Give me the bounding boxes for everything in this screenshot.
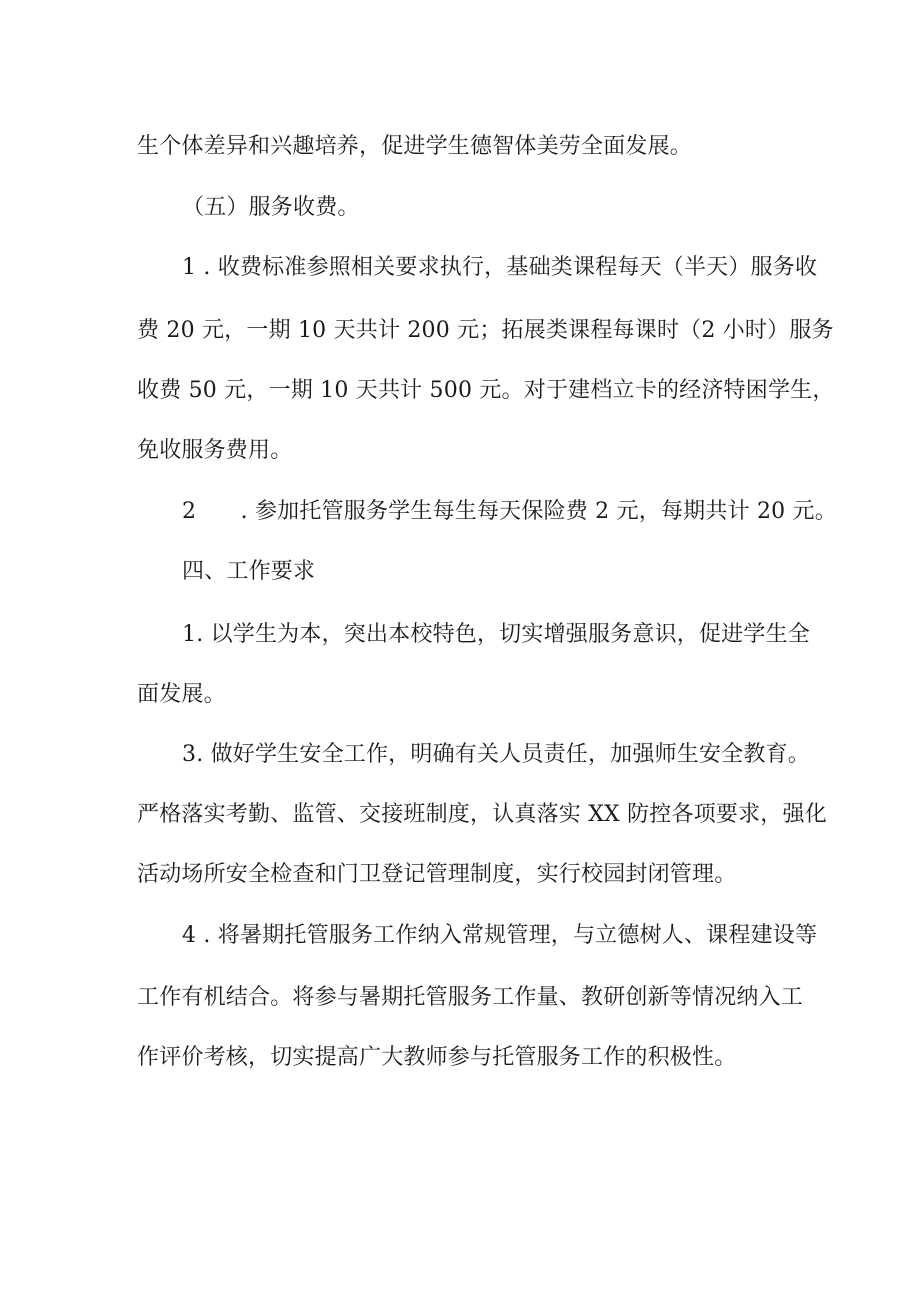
paragraph-line: 活动场所安全检查和门卫登记管理制度，实行校园封闭管理。 <box>137 862 737 887</box>
paragraph-line: 1. 以学生为本，突出本校特色，切实增强服务意识，促进学生全 <box>182 622 810 647</box>
paragraph-line: 生个体差异和兴趣培养，促进学生德智体美劳全面发展。 <box>137 134 693 159</box>
paragraph-line: 严格落实考勤、监管、交接班制度，认真落实 XX 防控各项要求，强化 <box>137 802 827 827</box>
paragraph-line: 作评价考核，切实提高广大教师参与托管服务工作的积极性。 <box>137 1045 737 1070</box>
paragraph-line: 收费 50 元，一期 10 天共计 500 元。对于建档立卡的经济特困学生， <box>137 378 835 403</box>
paragraph-line: 4 . 将暑期托管服务工作纳入常规管理，与立德树人、课程建设等 <box>182 923 818 948</box>
paragraph-line: 工作有机结合。将参与暑期托管服务工作量、教研创新等情况纳入工 <box>137 985 804 1010</box>
paragraph-line: 3. 做好学生安全工作，明确有关人员责任，加强师生安全教育。 <box>182 742 810 767</box>
section-heading: 四、工作要求 <box>182 559 316 584</box>
paragraph-line: 费 20 元，一期 10 天共计 200 元；拓展类课程每课时（2 小时）服务 <box>137 318 834 343</box>
paragraph-line: 面发展。 <box>137 682 226 707</box>
paragraph-line: 1 . 收费标准参照相关要求执行，基础类课程每天（半天）服务收 <box>182 255 818 280</box>
paragraph-line: 免收服务费用。 <box>137 438 293 463</box>
paragraph-line: 2 . 参加托管服务学生每生每天保险费 2 元，每期共计 20 元。 <box>182 499 837 524</box>
section-heading: （五）服务收费。 <box>182 195 360 220</box>
